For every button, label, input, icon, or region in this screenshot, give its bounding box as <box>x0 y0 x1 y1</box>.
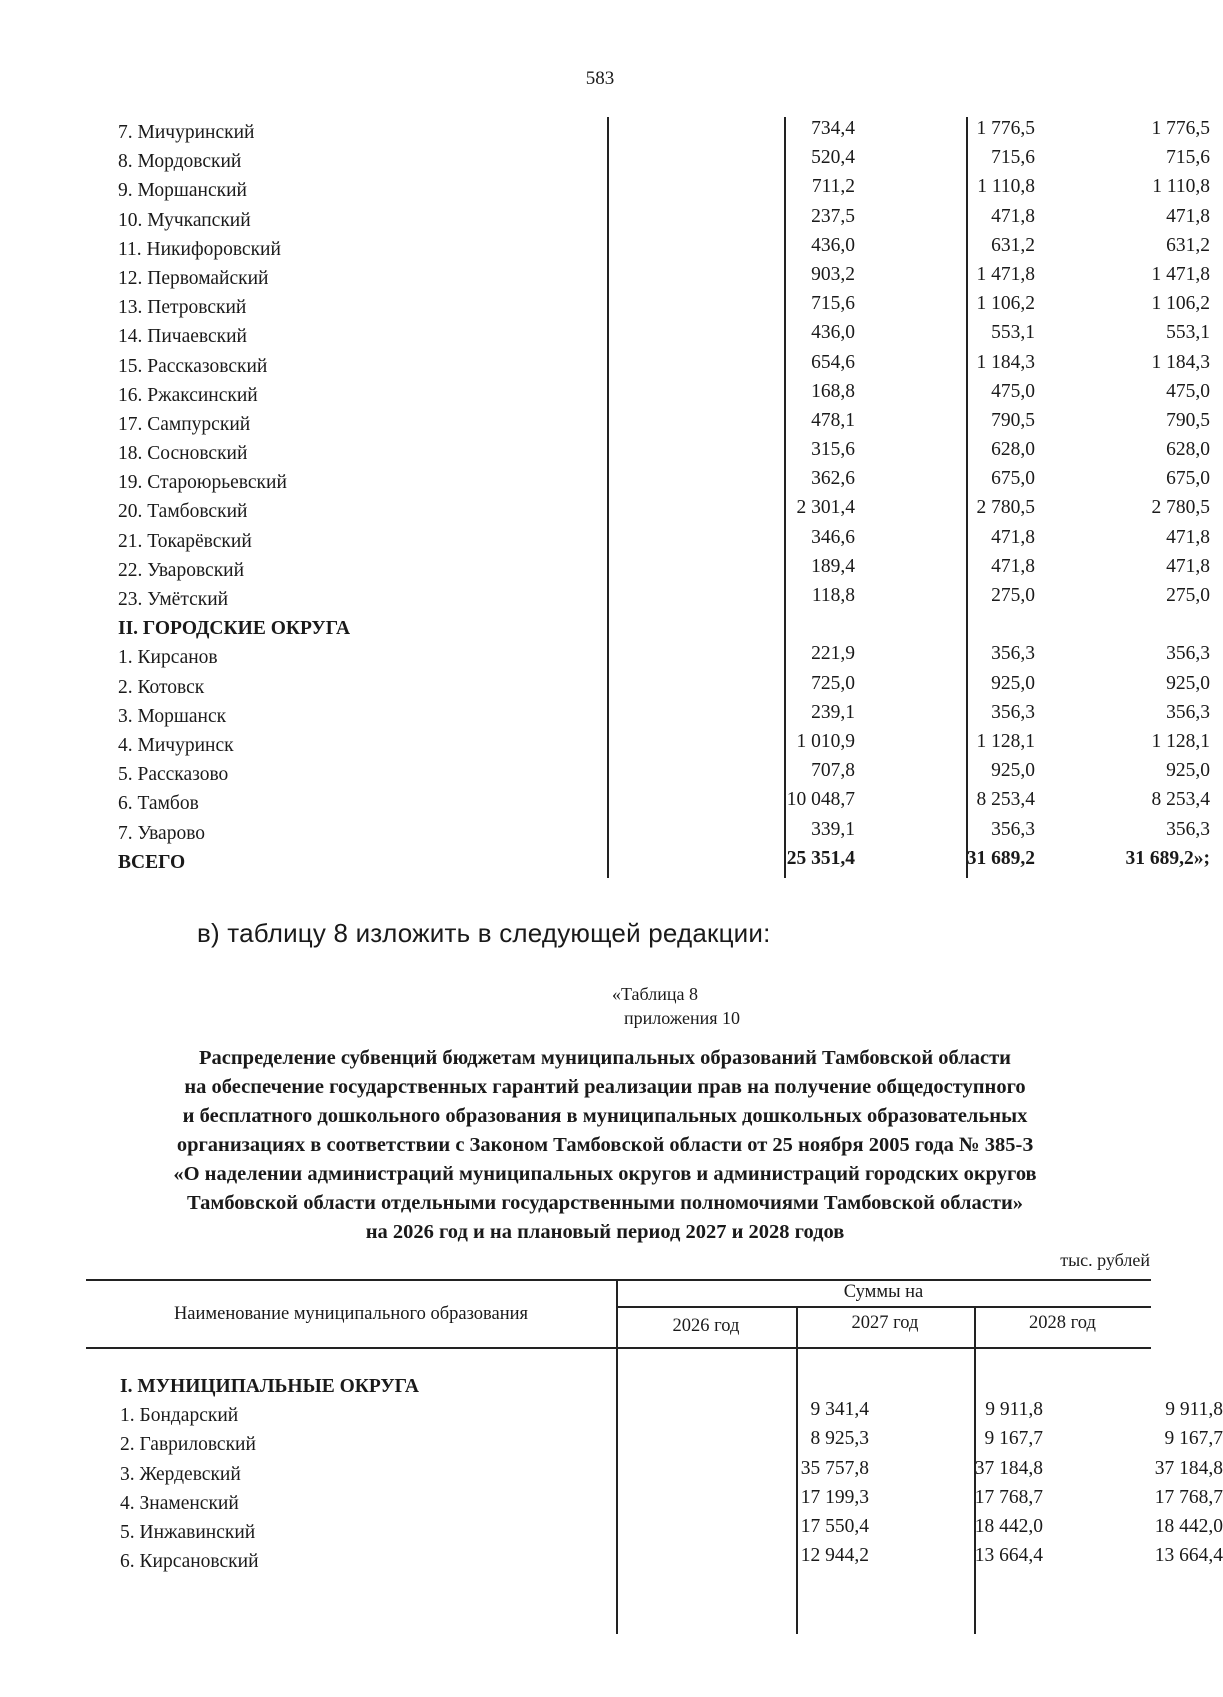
value-2027: 631,2 <box>991 234 1035 256</box>
value-2027: 715,6 <box>991 147 1035 169</box>
table-row <box>110 758 1210 787</box>
table-row <box>110 408 1210 437</box>
value-2026: 362,6 <box>811 468 855 490</box>
value-2026: 711,2 <box>811 176 855 198</box>
value-2027: 1 128,1 <box>976 730 1035 752</box>
value-2027: 275,0 <box>991 585 1035 606</box>
value-2027: 471,8 <box>991 526 1035 548</box>
value-2027: 925,0 <box>991 672 1035 694</box>
value-2028: 925,0 <box>1166 760 1210 782</box>
value-2028: 1 106,2 <box>1151 293 1210 315</box>
value-2026: 189,4 <box>811 555 855 577</box>
value-2028: 471,8 <box>1166 526 1210 548</box>
row-name: 4. Мичуринск <box>118 734 234 756</box>
header-2027: 2027 год <box>851 1313 919 1333</box>
value-2026: 239,1 <box>811 701 855 723</box>
table-row <box>116 1545 1223 1574</box>
row-name: 19. Староюрьевский <box>118 472 287 494</box>
value-2027: 475,0 <box>991 380 1035 402</box>
value-2028: 790,5 <box>1166 409 1210 431</box>
value-2026: 339,1 <box>811 818 855 840</box>
row-name: 10. Мучкапский <box>118 209 251 231</box>
table-label <box>612 982 740 1030</box>
value-2026: 2 301,4 <box>796 497 855 519</box>
value-2026: 10 048,7 <box>786 789 855 811</box>
row-name: 3. Жердевский <box>120 1463 241 1485</box>
instruction-text: в) таблицу 8 изложить в следующей редакции: <box>197 918 771 948</box>
row-name: I. МУНИЦИПАЛЬНЫЕ ОКРУГА <box>120 1376 420 1397</box>
value-2028: 715,6 <box>1166 147 1210 169</box>
table-row <box>116 1399 1223 1428</box>
row-name: 7. Мичуринский <box>118 122 255 143</box>
title-line: Распределение субвенций бюджетам муниципальных образований Тамбовской области <box>199 1047 1011 1069</box>
table-row <box>116 1515 1223 1545</box>
table-row <box>110 350 1210 379</box>
value-2028: 1 471,8 <box>1151 263 1210 285</box>
value-2026: 9 341,4 <box>810 1399 869 1421</box>
row-name: 13. Петровский <box>118 297 247 319</box>
header-name-col: Наименование муниципального образования <box>173 1304 529 1324</box>
value-2028: 1 128,1 <box>1151 730 1210 752</box>
value-2026: 436,0 <box>811 322 855 344</box>
value-2028: 8 253,4 <box>1151 789 1210 811</box>
table-row <box>110 174 1210 203</box>
value-2027: 356,3 <box>991 643 1035 665</box>
table-row <box>116 1457 1223 1487</box>
table-title <box>80 1044 1130 1247</box>
value-2027: 31 689,2 <box>966 847 1035 869</box>
value-2027: 9 167,7 <box>984 1428 1043 1450</box>
value-2027: 553,1 <box>991 322 1035 344</box>
row-name: 15. Рассказовский <box>118 355 268 377</box>
value-2027: 925,0 <box>991 760 1035 782</box>
value-2026: 346,6 <box>811 526 855 548</box>
row-name: 17. Сампурский <box>118 413 251 435</box>
value-2028: 1 776,5 <box>1151 118 1210 139</box>
value-2026: 35 757,8 <box>800 1457 869 1479</box>
value-2026: 118,8 <box>811 585 855 606</box>
value-2028: 9 167,7 <box>1164 1428 1223 1450</box>
value-2027: 18 442,0 <box>974 1515 1043 1537</box>
table-row <box>116 1486 1223 1516</box>
table-row <box>110 262 1210 291</box>
table-row <box>110 291 1210 320</box>
value-2028: 13 664,4 <box>1154 1545 1223 1567</box>
value-2026: 520,4 <box>811 147 855 169</box>
value-2027: 37 184,8 <box>974 1457 1043 1479</box>
value-2028: 18 442,0 <box>1154 1515 1223 1537</box>
title-line: Тамбовской области отдельными государственными полномочиями Тамбовской области» <box>186 1192 1024 1214</box>
header-mid-rule <box>616 1306 1151 1308</box>
value-2026: 8 925,3 <box>810 1428 869 1450</box>
row-name: 3. Моршанск <box>118 705 227 727</box>
value-2026: 17 199,3 <box>800 1486 869 1508</box>
value-2026: 17 550,4 <box>800 1515 869 1537</box>
table-row <box>110 583 1210 612</box>
value-2027: 471,8 <box>991 555 1035 577</box>
row-name: 16. Ржаксинский <box>118 384 258 406</box>
value-2026: 478,1 <box>811 409 855 431</box>
value-2027: 9 911,8 <box>985 1399 1043 1421</box>
table-row <box>110 787 1210 816</box>
value-2027: 675,0 <box>991 468 1035 490</box>
value-2028: 356,3 <box>1166 643 1210 665</box>
page-number: 583 <box>585 68 615 89</box>
table-row <box>110 145 1210 174</box>
value-2026: 25 351,4 <box>786 847 855 869</box>
header-sums: Суммы на <box>843 1282 924 1302</box>
title-line: организациях в соответствии с Законом Тамбовской области от 25 ноября 2005 года № 385-З <box>176 1134 1034 1156</box>
value-2028: 37 184,8 <box>1154 1457 1223 1479</box>
row-name: 21. Токарёвский <box>118 530 252 552</box>
value-2027: 2 780,5 <box>976 497 1035 519</box>
row-name: 2. Котовск <box>118 676 205 698</box>
value-2028: 675,0 <box>1166 468 1210 490</box>
row-name: 9. Моршанский <box>118 180 247 202</box>
value-2028: 925,0 <box>1166 672 1210 694</box>
value-2028: 275,0 <box>1166 585 1210 606</box>
table-top <box>110 116 1210 875</box>
row-name: 7. Уварово <box>118 822 206 844</box>
value-2027: 628,0 <box>991 439 1035 461</box>
row-name: 23. Умётский <box>118 589 229 610</box>
row-name: 5. Рассказово <box>118 764 229 786</box>
value-2026: 707,8 <box>811 760 855 782</box>
table-label-line1: «Таблица 8 <box>612 984 698 1004</box>
row-name: 1. Бондарский <box>120 1405 239 1427</box>
row-name: II. ГОРОДСКИЕ ОКРУГА <box>118 618 351 640</box>
row-name: 6. Кирсановский <box>120 1551 259 1573</box>
value-2028: 471,8 <box>1166 555 1210 577</box>
value-2027: 17 768,7 <box>974 1486 1043 1508</box>
table-row <box>110 525 1210 554</box>
value-2027: 1 471,8 <box>976 263 1035 285</box>
value-2027: 790,5 <box>991 409 1035 431</box>
row-name: 2. Гавриловский <box>120 1434 256 1456</box>
header-bottom-rule <box>86 1347 1151 1349</box>
table-row <box>110 641 1210 670</box>
row-name: 11. Никифоровский <box>118 238 281 260</box>
unit-label: тыс. рублей <box>1060 1250 1150 1270</box>
value-2028: 17 768,7 <box>1154 1486 1223 1508</box>
value-2026: 654,6 <box>811 351 855 373</box>
value-2028: 471,8 <box>1166 205 1210 227</box>
table-row <box>110 116 1210 145</box>
table-row <box>110 466 1210 495</box>
value-2028: 356,3 <box>1166 818 1210 840</box>
value-2028: 631,2 <box>1166 234 1210 256</box>
value-2028: 475,0 <box>1166 380 1210 402</box>
table-row <box>110 700 1210 729</box>
row-name: 20. Тамбовский <box>118 501 248 523</box>
title-line: на 2026 год и на плановый период 2027 и 2028 годов <box>365 1221 845 1243</box>
value-2026: 315,6 <box>811 439 855 461</box>
value-2026: 221,9 <box>811 643 855 665</box>
row-name: ВСЕГО <box>118 851 186 873</box>
row-name: 8. Мордовский <box>118 151 242 173</box>
value-2027: 1 184,3 <box>976 351 1035 373</box>
value-2027: 13 664,4 <box>974 1545 1043 1567</box>
row-name: 22. Уваровский <box>118 559 245 581</box>
table-row <box>110 233 1210 262</box>
value-2028: 2 780,5 <box>1151 497 1210 519</box>
value-2027: 1 110,8 <box>977 176 1035 198</box>
value-2026: 12 944,2 <box>800 1545 869 1567</box>
value-2026: 436,0 <box>811 234 855 256</box>
value-2028: 1 110,8 <box>1152 176 1210 198</box>
table-row <box>110 671 1210 700</box>
value-2026: 734,4 <box>811 118 855 139</box>
value-2028: 31 689,2»; <box>1125 847 1210 869</box>
value-2027: 356,3 <box>991 701 1035 723</box>
value-2028: 356,3 <box>1166 701 1210 723</box>
value-2026: 725,0 <box>811 672 855 694</box>
table-row <box>110 204 1210 233</box>
value-2026: 1 010,9 <box>796 730 855 752</box>
row-name: 6. Тамбов <box>118 793 199 815</box>
value-2026: 168,8 <box>811 380 855 402</box>
section-row <box>116 1370 1116 1399</box>
value-2028: 553,1 <box>1166 322 1210 344</box>
table-bottom <box>116 1370 1223 1574</box>
header-2026: 2026 год <box>672 1316 740 1336</box>
row-name: 1. Кирсанов <box>118 647 218 669</box>
table-row <box>110 729 1210 758</box>
value-2028: 1 184,3 <box>1151 351 1210 373</box>
table-row <box>110 554 1210 583</box>
row-name: 5. Инжавинский <box>120 1521 256 1543</box>
row-name: 18. Сосновский <box>118 443 248 465</box>
value-2027: 1 776,5 <box>976 118 1035 139</box>
value-2026: 715,6 <box>811 293 855 315</box>
value-2028: 628,0 <box>1166 439 1210 461</box>
value-2028: 9 911,8 <box>1165 1399 1223 1421</box>
row-name: 4. Знаменский <box>120 1492 239 1514</box>
table-row <box>116 1428 1223 1457</box>
total-row <box>110 846 1210 875</box>
row-name: 14. Пичаевский <box>118 326 247 348</box>
table-row <box>110 320 1210 349</box>
value-2026: 903,2 <box>811 263 855 285</box>
table-row <box>110 379 1210 408</box>
value-2027: 356,3 <box>991 818 1035 840</box>
title-line: «О наделении администраций муниципальных округов и администраций городских округов <box>173 1163 1037 1185</box>
table-label-line2: приложения 10 <box>624 1008 741 1028</box>
value-2027: 471,8 <box>991 205 1035 227</box>
table-row <box>110 437 1210 466</box>
title-line: на обеспечение государственных гарантий реализации прав на получение общедоступного <box>184 1076 1026 1098</box>
header-top-rule <box>86 1279 1151 1281</box>
value-2027: 1 106,2 <box>976 293 1035 315</box>
title-line: и бесплатного дошкольного образования в муниципальных дошкольных образовательных <box>182 1105 1028 1127</box>
row-name: 12. Первомайский <box>118 267 269 289</box>
value-2027: 8 253,4 <box>976 789 1035 811</box>
section-row <box>110 612 1110 641</box>
table-row <box>110 817 1210 846</box>
value-2026: 237,5 <box>811 205 855 227</box>
header-2028: 2028 год <box>1029 1313 1096 1333</box>
table-row <box>110 495 1210 524</box>
